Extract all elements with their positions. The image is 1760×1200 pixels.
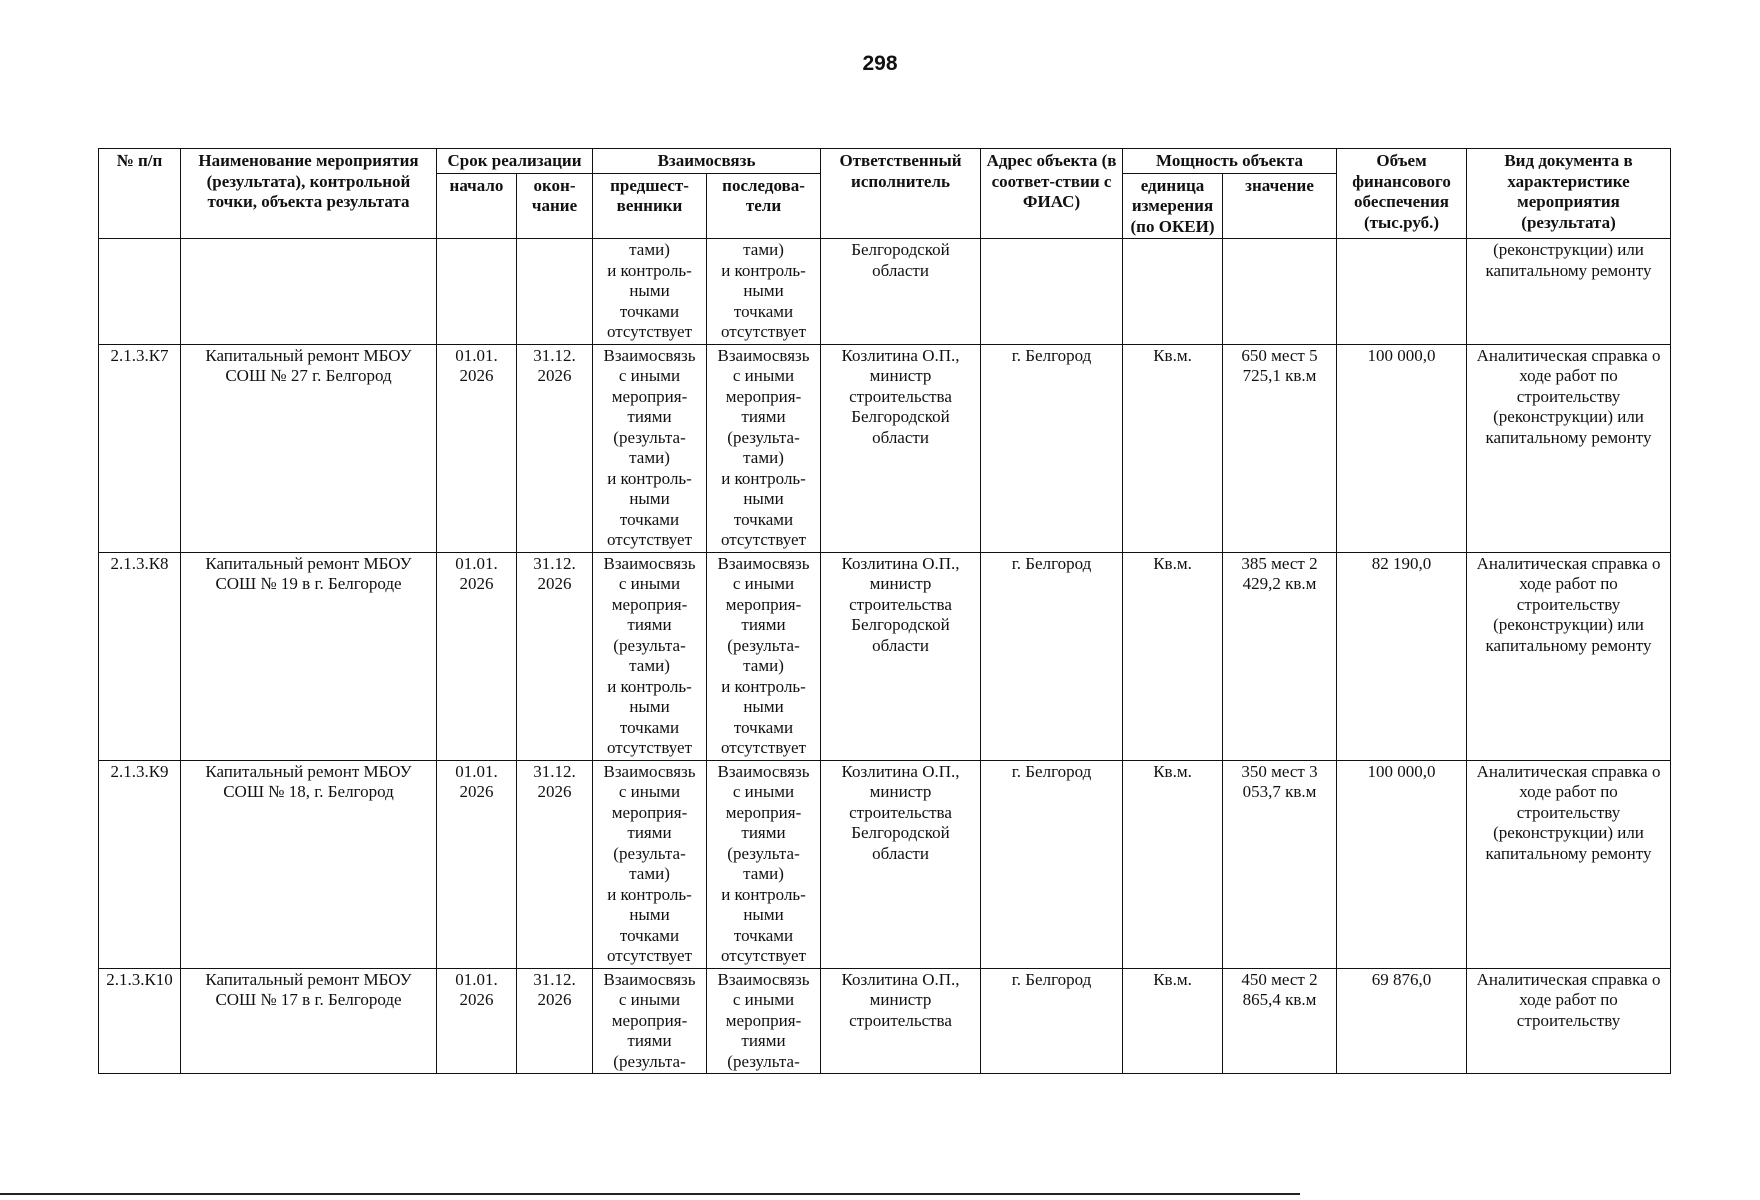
col-header-period: Срок реализации xyxy=(437,149,593,174)
cell-value: 450 мест 2 865,4 кв.м xyxy=(1223,968,1337,1074)
text-line: (результа- xyxy=(727,427,800,447)
text-line: тами) xyxy=(629,240,670,259)
cell-end: 31.12. 2026 xyxy=(517,968,593,1074)
cell-successors xyxy=(707,552,821,760)
text-line: Взаимосвязь xyxy=(603,969,696,989)
text-line: (результа- xyxy=(727,1051,800,1071)
table-row xyxy=(99,968,1671,1074)
text-line: отсутствует xyxy=(606,738,693,757)
text-line: и контроль- xyxy=(721,884,806,904)
col-header-end: окон-чание xyxy=(517,173,593,239)
cell-name: Капитальный ремонт МБОУ СОШ № 18, г. Белгород xyxy=(181,760,437,968)
text-line: мероприя- xyxy=(611,594,688,614)
text-line: тиями xyxy=(627,407,672,426)
col-header-successors: последова-тели xyxy=(707,173,821,239)
cell-code: 2.1.3.К7 xyxy=(99,344,181,552)
text-line: мероприя- xyxy=(725,802,802,822)
table-row xyxy=(99,552,1671,760)
cell-start: 01.01. 2026 xyxy=(437,552,517,760)
cell-doc-type: Аналитическая справка о ходе работ по строительству (реконструкции) или капитальному ремонту xyxy=(1467,344,1671,552)
cell-successors xyxy=(707,968,821,1074)
cell-empty xyxy=(1223,239,1337,345)
scan-edge-line xyxy=(0,1193,1300,1195)
cell-code: 2.1.3.К10 xyxy=(99,968,181,1074)
text-line: тиями xyxy=(741,1031,786,1050)
text-line: с иными xyxy=(732,574,795,593)
text-line: (результа- xyxy=(727,843,800,863)
cell-empty xyxy=(517,239,593,345)
text-line: ными xyxy=(629,905,670,924)
text-line: (результа- xyxy=(613,427,686,447)
col-header-name: Наименование мероприятия (результата), контрольной точки, объекта результата xyxy=(181,149,437,239)
text-line: тами) xyxy=(629,656,670,675)
text-line: точками xyxy=(733,717,794,737)
text-line: с иными xyxy=(618,990,681,1009)
col-header-responsible: Ответственный исполнитель xyxy=(821,149,981,239)
text-line: с иными xyxy=(732,366,795,385)
col-header-volume: Объем финансового обеспечения (тыс.руб.) xyxy=(1337,149,1467,239)
text-line: (результа- xyxy=(613,843,686,863)
text-line: тами) xyxy=(743,240,784,259)
cell-predecessors xyxy=(593,760,707,968)
cell-predecessors xyxy=(593,552,707,760)
text-line: тами) xyxy=(743,448,784,467)
cell-empty xyxy=(437,239,517,345)
text-line: точками xyxy=(619,925,680,945)
text-line: тами) xyxy=(629,864,670,883)
cell-address: г. Белгород xyxy=(981,552,1123,760)
text-line: тами) xyxy=(743,864,784,883)
cell-empty xyxy=(99,239,181,345)
text-line: Взаимосвязь xyxy=(717,345,810,365)
table-row-continuation xyxy=(99,239,1671,345)
cell-value: 385 мест 2 429,2 кв.м xyxy=(1223,552,1337,760)
cell-empty xyxy=(181,239,437,345)
text-line: тиями xyxy=(627,1031,672,1050)
text-line: мероприя- xyxy=(725,594,802,614)
text-line: тиями xyxy=(741,615,786,634)
cell-empty xyxy=(1337,239,1467,345)
header-row-1 xyxy=(99,149,1671,174)
col-header-capacity: Мощность объекта xyxy=(1123,149,1337,174)
cell-predecessors xyxy=(593,968,707,1074)
text-line: (результа- xyxy=(613,635,686,655)
text-line: отсутствует xyxy=(720,738,807,757)
text-line: и контроль- xyxy=(721,676,806,696)
cell-volume: 69 876,0 xyxy=(1337,968,1467,1074)
text-line: точками xyxy=(733,509,794,529)
cell-successors xyxy=(707,239,821,345)
cell-unit: Кв.м. xyxy=(1123,760,1223,968)
text-line: и контроль- xyxy=(607,676,692,696)
cell-name: Капитальный ремонт МБОУ СОШ № 17 в г. Белгороде xyxy=(181,968,437,1074)
cell-unit: Кв.м. xyxy=(1123,344,1223,552)
text-line: ными xyxy=(743,697,784,716)
cell-name: Капитальный ремонт МБОУ СОШ № 27 г. Белгород xyxy=(181,344,437,552)
text-line: мероприя- xyxy=(611,386,688,406)
text-line: точками xyxy=(619,509,680,529)
cell-doc-type: Аналитическая справка о ходе работ по строительству xyxy=(1467,968,1671,1074)
cell-start: 01.01. 2026 xyxy=(437,968,517,1074)
text-line: тиями xyxy=(741,407,786,426)
text-line: (результа- xyxy=(727,635,800,655)
table-row xyxy=(99,760,1671,968)
text-line: ными xyxy=(743,489,784,508)
text-line: Взаимосвязь xyxy=(603,345,696,365)
cell-start: 01.01. 2026 xyxy=(437,344,517,552)
cell-responsible: Козлитина О.П., министр строительства Белгородской области xyxy=(821,760,981,968)
cell-doc-type: Аналитическая справка о ходе работ по строительству (реконструкции) или капитальному ремонту xyxy=(1467,760,1671,968)
text-line: и контроль- xyxy=(607,884,692,904)
cell-responsible: Козлитина О.П., министр строительства Белгородской области xyxy=(821,552,981,760)
cell-name: Капитальный ремонт МБОУ СОШ № 19 в г. Белгороде xyxy=(181,552,437,760)
cell-responsible: Белгородской области xyxy=(821,239,981,345)
text-line: мероприя- xyxy=(611,1010,688,1030)
cell-code: 2.1.3.К9 xyxy=(99,760,181,968)
text-line: ными xyxy=(743,281,784,300)
cell-empty xyxy=(1123,239,1223,345)
text-line: с иными xyxy=(732,782,795,801)
cell-value: 650 мест 5 725,1 кв.м xyxy=(1223,344,1337,552)
text-line: ными xyxy=(629,281,670,300)
text-line: Взаимосвязь xyxy=(603,553,696,573)
text-line: точками xyxy=(619,717,680,737)
cell-doc-type: (реконструкции) или капитальному ремонту xyxy=(1467,239,1671,345)
text-line: и контроль- xyxy=(721,260,806,280)
text-line: тиями xyxy=(627,823,672,842)
col-header-num: № п/п xyxy=(99,149,181,239)
cell-address: г. Белгород xyxy=(981,344,1123,552)
cell-predecessors xyxy=(593,239,707,345)
text-line: отсутствует xyxy=(606,530,693,549)
text-line: и контроль- xyxy=(607,260,692,280)
text-line: Взаимосвязь xyxy=(717,761,810,781)
text-line: отсутствует xyxy=(606,322,693,341)
cell-volume: 100 000,0 xyxy=(1337,760,1467,968)
cell-end: 31.12. 2026 xyxy=(517,552,593,760)
cell-doc-type: Аналитическая справка о ходе работ по строительству (реконструкции) или капитальному ремонту xyxy=(1467,552,1671,760)
text-line: и контроль- xyxy=(721,468,806,488)
text-line: мероприя- xyxy=(725,386,802,406)
cell-code: 2.1.3.К8 xyxy=(99,552,181,760)
col-header-doc-type: Вид документа в характеристике мероприятия (результата) xyxy=(1467,149,1671,239)
col-header-address: Адрес объекта (в соответ-ствии с ФИАС) xyxy=(981,149,1123,239)
cell-successors xyxy=(707,760,821,968)
cell-end: 31.12. 2026 xyxy=(517,760,593,968)
cell-start: 01.01. 2026 xyxy=(437,760,517,968)
text-line: мероприя- xyxy=(725,1010,802,1030)
text-line: мероприя- xyxy=(611,802,688,822)
cell-responsible: Козлитина О.П., министр строительства Белгородской области xyxy=(821,344,981,552)
text-line: с иными xyxy=(618,782,681,801)
text-line: с иными xyxy=(732,990,795,1009)
cell-responsible: Козлитина О.П., министр строительства xyxy=(821,968,981,1074)
text-line: точками xyxy=(733,925,794,945)
col-header-start: начало xyxy=(437,173,517,239)
text-line: отсутствует xyxy=(720,322,807,341)
cell-unit: Кв.м. xyxy=(1123,552,1223,760)
cell-end: 31.12. 2026 xyxy=(517,344,593,552)
text-line: Взаимосвязь xyxy=(603,761,696,781)
cell-address: г. Белгород xyxy=(981,968,1123,1074)
cell-predecessors xyxy=(593,344,707,552)
col-header-unit: единица измерения (по ОКЕИ) xyxy=(1123,173,1223,239)
cell-successors xyxy=(707,344,821,552)
text-line: отсутствует xyxy=(720,946,807,965)
text-line: ными xyxy=(629,697,670,716)
text-line: с иными xyxy=(618,366,681,385)
table-row xyxy=(99,344,1671,552)
col-header-value: значение xyxy=(1223,173,1337,239)
cell-value: 350 мест 3 053,7 кв.м xyxy=(1223,760,1337,968)
text-line: отсутствует xyxy=(720,530,807,549)
text-line: тиями xyxy=(741,823,786,842)
cell-unit: Кв.м. xyxy=(1123,968,1223,1074)
text-line: ными xyxy=(743,905,784,924)
text-line: (результа- xyxy=(613,1051,686,1071)
cell-address: г. Белгород xyxy=(981,760,1123,968)
text-line: точками xyxy=(733,301,794,321)
text-line: тиями xyxy=(627,615,672,634)
cell-volume: 100 000,0 xyxy=(1337,344,1467,552)
text-line: Взаимосвязь xyxy=(717,553,810,573)
text-line: и контроль- xyxy=(607,468,692,488)
text-line: тами) xyxy=(743,656,784,675)
text-line: точками xyxy=(619,301,680,321)
page-number: 298 xyxy=(862,52,898,75)
col-header-relation: Взаимосвязь xyxy=(593,149,821,174)
cell-empty xyxy=(981,239,1123,345)
text-line: с иными xyxy=(618,574,681,593)
text-line: отсутствует xyxy=(606,946,693,965)
cell-volume: 82 190,0 xyxy=(1337,552,1467,760)
col-header-predecessors: предшест-венники xyxy=(593,173,707,239)
text-line: тами) xyxy=(629,448,670,467)
text-line: Взаимосвязь xyxy=(717,969,810,989)
activities-table xyxy=(98,148,1671,1074)
text-line: ными xyxy=(629,489,670,508)
